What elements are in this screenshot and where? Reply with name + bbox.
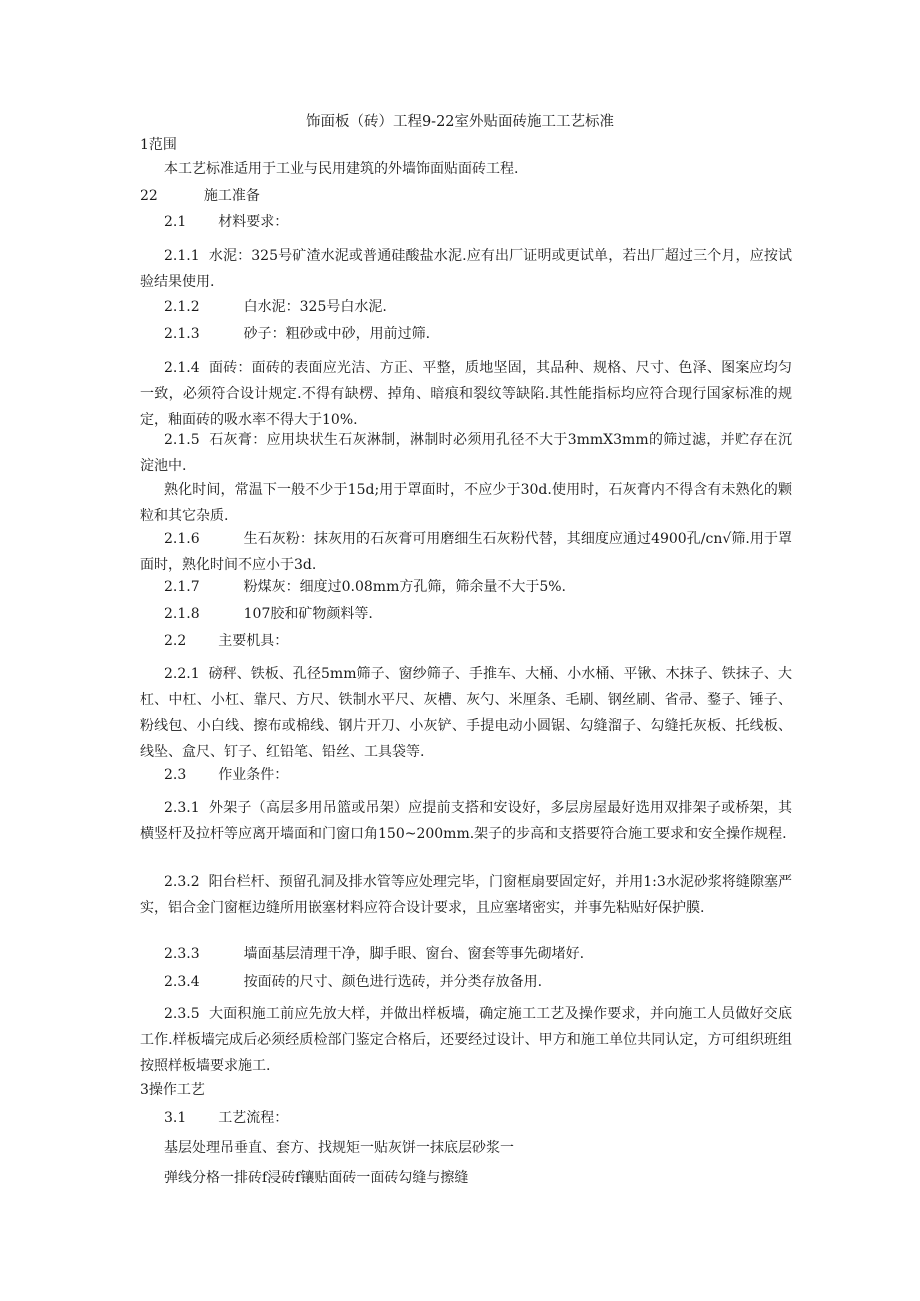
subsection-3-1 [140,1108,792,1130]
item-2-2-1 [140,661,792,765]
item-text: 砂子：粗砂或中砂，用前过筛. [243,326,431,342]
item-number: 2.3.1 [164,800,200,816]
item-number: 2.2.1 [164,666,200,682]
item-number: 2.3.4 [164,974,200,990]
item-text: 粉煤灰：细度过0.08mm方孔筛，筛余量不大于5%. [243,579,567,595]
item-2-3-4 [140,972,792,994]
item-2-3-3 [140,944,792,966]
subsection-number: 2.2 [164,633,187,649]
item-2-1-2 [140,297,792,319]
item-number: 2.1.6 [164,531,200,547]
item-text: 磅秤、铁板、孔径5mm筛子、窗纱筛子、手推车、大桶、小水桶、平锹、木抹子、铁抹子、大杠、中杠、小杠、靠尺、方尺、铁制水平尺、灰槽、灰勺、米厘条、毛刷、钢丝刷、省帚、鍪子、锤子、粉线包、小白线、擦布或棉线、钢片开刀、小灰铲、手提电动小圆锯、勾缝溜子、勾缝托灰板、托线板、线坠、盒尺、钉子、红铅笔、铅丝、工具袋等. [140,666,792,760]
item-text: 白水泥：325号白水泥. [243,299,387,315]
subsection-2-2 [140,631,792,653]
item-text: 墙面基层清理干净，脚手眼、窗台、窗套等事先砌堵好. [243,946,585,962]
subsection-number: 2.1 [164,214,187,230]
section-1-heading: 1范围 [140,137,177,153]
item-2-1-6 [140,526,792,578]
section-2-heading [140,186,792,208]
process-flow-line-2: 弹线分格一排砖f浸砖f镶贴面砖一面砖勾缝与擦缝 [164,1170,469,1186]
item-text: 按面砖的尺寸、颜色进行选砖，并分类存放备用. [243,974,543,990]
item-2-1-3 [140,324,792,346]
item-number: 2.1.3 [164,326,200,342]
item-number: 2.1.4 [164,360,200,376]
item-number: 2.1.1 [164,248,200,264]
item-number: 2.1.5 [164,432,200,448]
item-number: 2.3.3 [164,946,200,962]
document-title: 饰面板（砖）工程9-22室外贴面砖施工工艺标准 [305,114,615,130]
item-number: 2.1.2 [164,299,200,315]
subsection-number: 2.3 [164,767,187,783]
item-2-1-8 [140,604,792,626]
process-flow-line-1: 基层处理吊垂直、套方、找规矩一贴灰饼一抹底层砂浆一 [164,1140,514,1156]
item-text: 大面积施工前应先放大样，并做出样板墙，确定施工工艺及操作要求，并向施工人员做好交底工作.样板墙完成后必须经质检部门鉴定合格后，还要经过设计、甲方和施工单位共同认定，方可组织班组按照样板墙要求施工. [140,1006,792,1074]
section-1-text: 本工艺标准适用于工业与民用建筑的外墙饰面贴面砖工程. [164,161,519,177]
subsection-number: 3.1 [164,1110,187,1126]
subsection-title: 工艺流程： [218,1110,289,1126]
section-title: 施工准备 [203,188,260,204]
item-number: 2.3.2 [164,874,200,890]
item-number: 2.1.8 [164,606,200,622]
item-number: 2.1.7 [164,579,200,595]
subsection-title: 材料要求： [218,214,289,230]
item-number: 2.3.5 [164,1006,200,1022]
item-2-1-5-continued: 熟化时间，常温下一般不少于15d;用于罩面时，不应少于30d.使用时，石灰膏内不得含有未熟化的颗粒和其它杂质. [140,482,792,524]
item-text: 外架子（高层多用吊篮或吊架）应提前支搭和安设好，多层房屋最好选用双排架子或桥架，其横竖杆及拉杆等应离开墙面和门窗口角150~200mm.架子的步高和支搭要符合施工要求和安全操作规程. [140,800,792,842]
item-text: 石灰膏：应用块状生石灰淋制，淋制时必须用孔径不大于3mmX3mm的筛过滤，并贮存在沉淀池中. [140,432,792,474]
item-2-1-4 [140,355,792,433]
subsection-2-3 [140,765,792,787]
section-3-heading: 3操作工艺 [140,1082,205,1098]
subsection-title: 主要机具： [218,633,289,649]
item-text: 生石灰粉：抹灰用的石灰膏可用磨细生石灰粉代替，其细度应通过4900孔∕cn√筛.用于罩面时，熟化时间不应小于3d. [140,531,792,573]
section-number: 22 [140,188,158,204]
item-text: 水泥：325号矿渣水泥或普通硅酸盐水泥.应有出厂证明或更试单，若出厂超过三个月，应按试验结果使用. [140,248,792,290]
item-2-3-5 [140,1001,792,1079]
item-text: 面砖：面砖的表面应光洁、方正、平整，质地坚固，其品种、规格、尺寸、色泽、图案应均匀一致，必须符合设计规定.不得有缺楞、掉角、暗痕和裂纹等缺陷.其性能指标均应符合现行国家标准的规定，釉面砖的吸水率不得大于10%. [140,360,792,428]
item-text: 阳台栏杆、预留孔洞及排水管等应处理完毕，门窗框扇要固定好，并用1:3水泥砂浆将缝隙塞严实，铝合金门窗框边缝所用嵌塞材料应符合设计要求，且应塞堵密实，并事先粘贴好保护膜. [140,874,792,916]
item-2-1-5 [140,427,792,479]
item-2-3-1 [140,795,792,847]
item-2-3-2 [140,869,792,921]
item-2-1-7 [140,577,792,599]
subsection-title: 作业条件： [218,767,289,783]
item-text: 107胶和矿物颜料等. [243,606,373,622]
item-2-1-1 [140,243,792,295]
subsection-2-1 [140,212,792,234]
